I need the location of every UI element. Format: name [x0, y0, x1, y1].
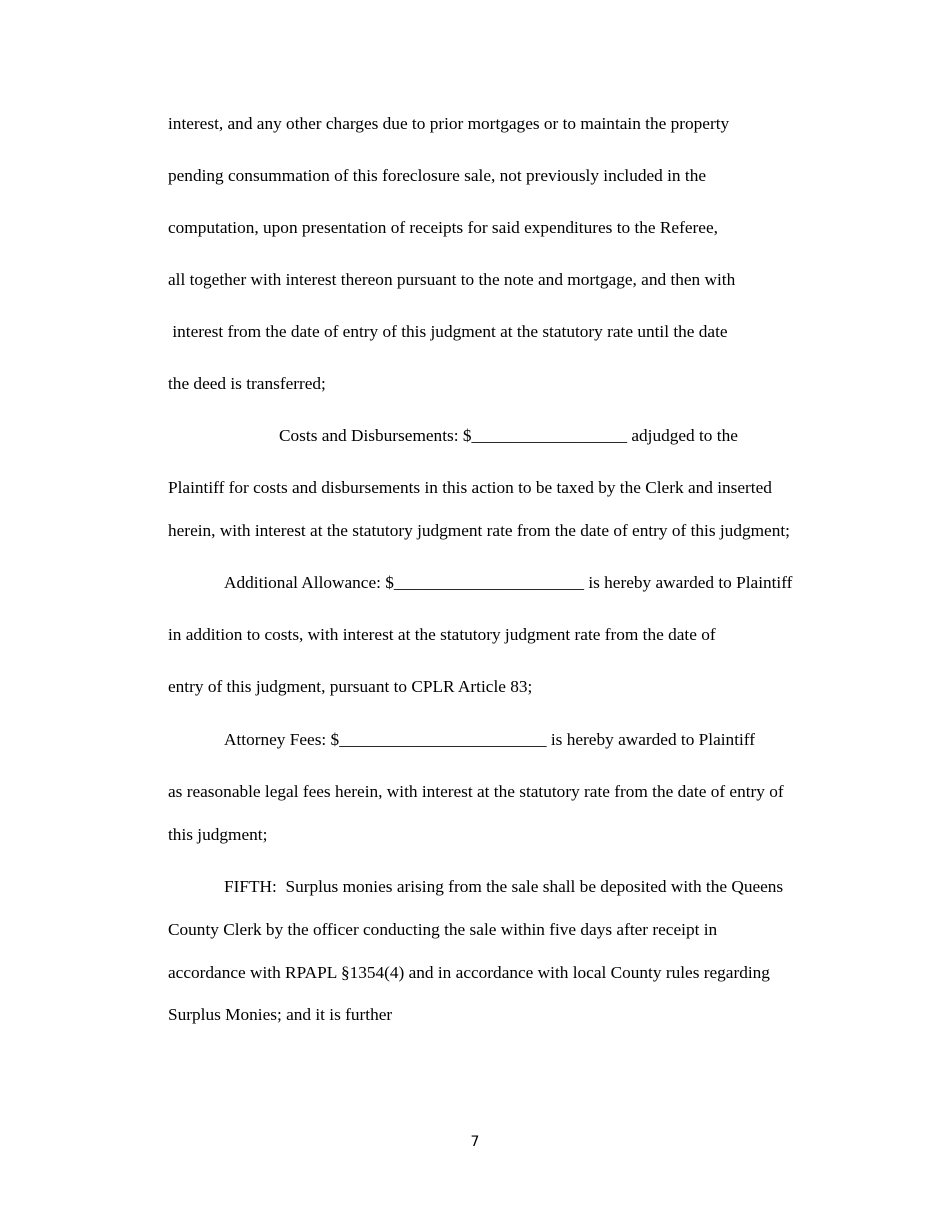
text-line: accordance with RPAPL §1354(4) and in accordance with local County rules regarding [168, 963, 770, 982]
text-line: in addition to costs, with interest at the statutory judgment rate from the date of [168, 625, 716, 644]
text-line: interest from the date of entry of this judgment at the statutory rate until the date [168, 322, 728, 341]
text-line: Plaintiff for costs and disbursements in this action to be taxed by the Clerk and inserted [168, 478, 772, 497]
text-line: all together with interest thereon pursuant to the note and mortgage, and then with [168, 270, 736, 289]
text-line: herein, with interest at the statutory judgment rate from the date of entry of this judgment; [168, 521, 790, 540]
text-line: computation, upon presentation of receipts for said expenditures to the Referee, [168, 218, 718, 237]
text-line: County Clerk by the officer conducting the sale within five days after receipt in [168, 920, 718, 939]
attorney-fees-line: Attorney Fees: $________________________ is hereby awarded to Plaintiff [224, 730, 756, 749]
text-line: this judgment; [168, 825, 268, 844]
text-line: as reasonable legal fees herein, with interest at the statutory rate from the date of entry of [168, 782, 784, 801]
text-line: Surplus Monies; and it is further [168, 1005, 393, 1024]
text-line: the deed is transferred; [168, 374, 326, 393]
text-line: entry of this judgment, pursuant to CPLR Article 83; [168, 677, 533, 696]
page-number: 7 [470, 1134, 480, 1150]
text-line: interest, and any other charges due to prior mortgages or to maintain the property [168, 114, 730, 133]
text-line: pending consummation of this foreclosure sale, not previously included in the [168, 166, 707, 185]
costs-disbursements-line: Costs and Disbursements: $__________________ adjudged to the [279, 426, 738, 445]
fifth-paragraph-line: FIFTH: Surplus monies arising from the sale shall be deposited with the Queens [224, 877, 784, 896]
additional-allowance-line: Additional Allowance: $______________________ is hereby awarded to Plaintiff [224, 573, 793, 592]
